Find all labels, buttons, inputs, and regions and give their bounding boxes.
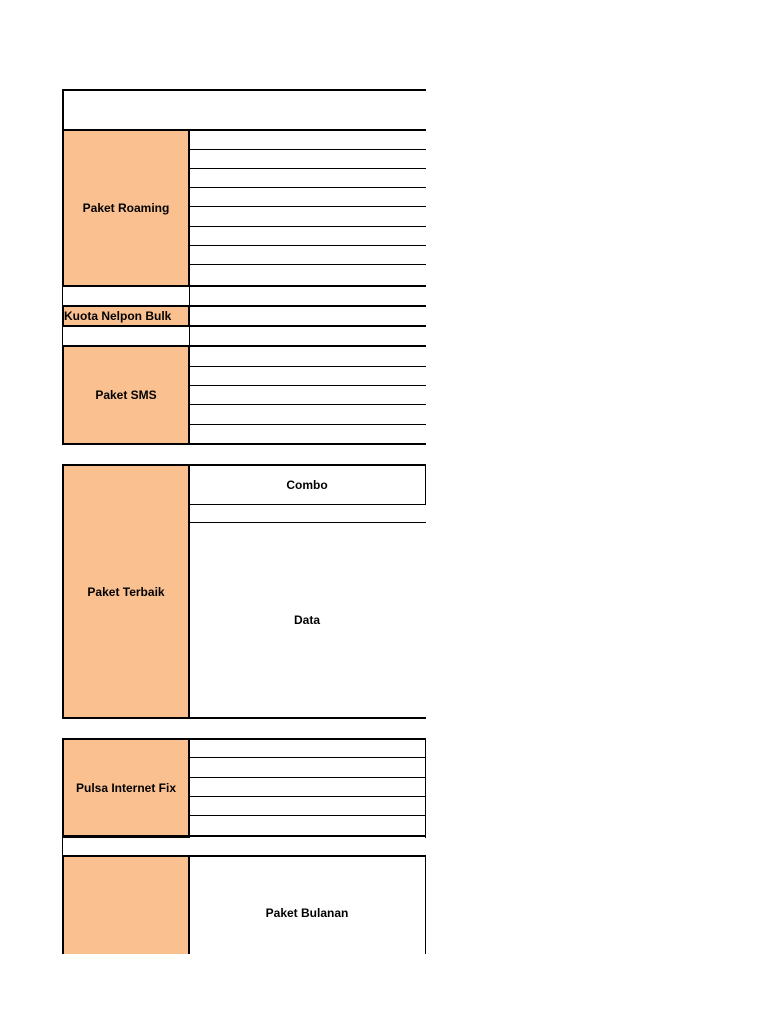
roaming-row-divider xyxy=(188,226,426,227)
pulsa-label: Pulsa Internet Fix xyxy=(75,781,177,795)
paket-bulanan-label: Paket Bulanan xyxy=(265,906,349,920)
pulsa-row-divider xyxy=(188,796,426,797)
page-cutoff xyxy=(0,954,768,1024)
roaming-row-divider xyxy=(188,264,426,265)
sms-row-divider xyxy=(188,404,426,405)
pulsa-row-divider xyxy=(188,757,426,758)
sms-row-divider xyxy=(188,366,426,367)
pulsa-top-border xyxy=(62,738,426,740)
terbaik-label: Paket Terbaik xyxy=(87,584,165,599)
sms-row-divider xyxy=(188,385,426,386)
blank-row-3 xyxy=(62,835,426,857)
terbaik-bottom-border xyxy=(62,717,426,719)
roaming-row-divider xyxy=(188,149,426,150)
pulsa-right-border xyxy=(425,738,426,838)
sms-bottom-border xyxy=(62,443,426,445)
roaming-row-divider xyxy=(188,245,426,246)
header-band xyxy=(62,89,426,131)
roaming-row-divider xyxy=(188,187,426,188)
blank-row xyxy=(62,285,190,307)
bulanan-label-cell xyxy=(62,855,190,954)
data-label: Data xyxy=(293,613,320,627)
roaming-row-divider xyxy=(188,206,426,207)
pulsa-row-divider xyxy=(188,815,426,816)
combo-label: Combo xyxy=(286,478,328,492)
roaming-label: Paket Roaming xyxy=(82,201,170,215)
sms-top-border xyxy=(62,345,426,347)
pulsa-row-divider xyxy=(188,777,426,778)
sms-row-divider xyxy=(188,424,426,425)
roaming-row-divider xyxy=(188,168,426,169)
blank-row-2 xyxy=(62,325,190,347)
bulk-label: Kuota Nelpon Bulk xyxy=(64,309,172,323)
sms-label: Paket SMS xyxy=(95,388,157,402)
